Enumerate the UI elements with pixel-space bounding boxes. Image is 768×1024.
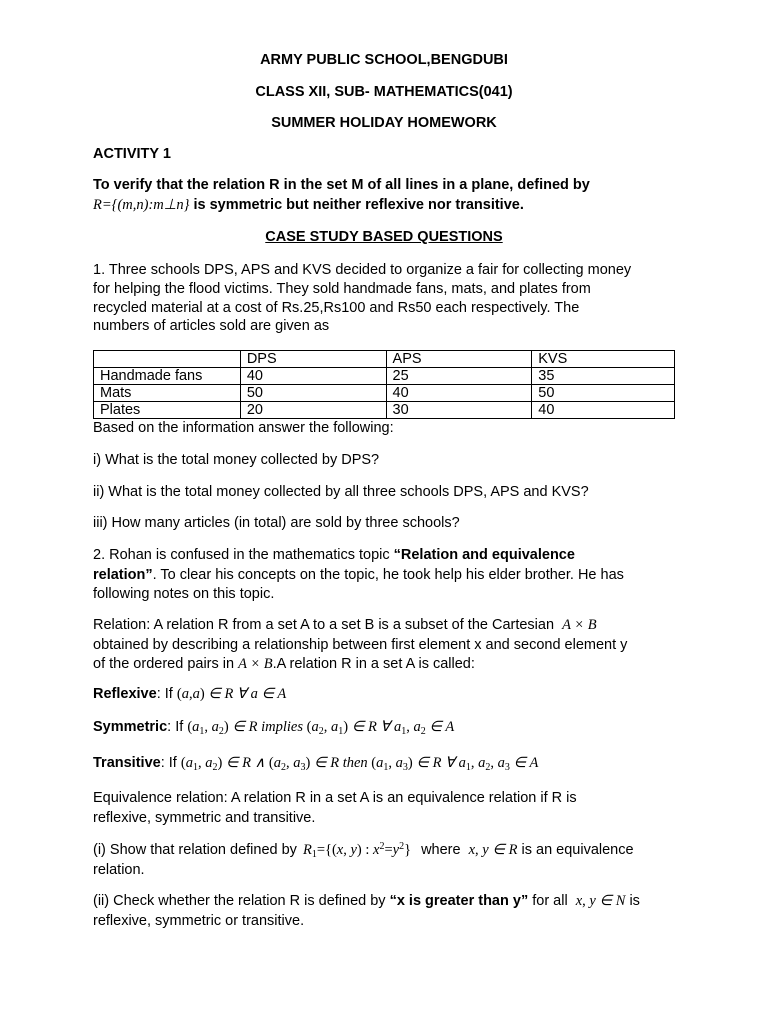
q2-question-text: where	[421, 842, 461, 858]
equivalence-text: reflexive, symmetric and transitive.	[93, 809, 316, 826]
table-header-cell: DPS	[240, 351, 386, 368]
articles-sold-table	[93, 350, 675, 419]
colon-if: : If	[167, 719, 184, 735]
relation-text: obtained by describing a relationship between first element x and second element y	[93, 636, 628, 653]
q1-question-ii: ii) What is the total money collected by all three schools DPS, APS and KVS?	[93, 484, 589, 500]
table-cell: 50	[532, 385, 675, 402]
relation-formula: R={(m,n):m⊥n}	[93, 197, 190, 213]
table-cell: 30	[386, 402, 532, 419]
r1-formula: $R_1=\{(x$, y) : $x^2=y^2$}	[302, 841, 412, 860]
class-subject: CLASS XII, SUB- MATHEMATICS(041)	[255, 84, 513, 100]
table-header-cell: APS	[386, 351, 532, 368]
q2-intro-text: following notes on this topic.	[93, 586, 275, 602]
based-on-text: Based on the information answer the following:	[93, 420, 394, 436]
table-header-cell: KVS	[532, 351, 675, 368]
activity-statement-tail: is symmetric but neither reflexive nor transitive.	[193, 197, 524, 213]
q2-question-ii-line2: reflexive, symmetric or transitive.	[93, 913, 305, 929]
table-cell: 25	[386, 368, 532, 385]
symmetric-definition	[93, 719, 454, 737]
relation-text: Relation: A relation R from a set A to a set B is a subset of the Cartesian	[93, 617, 555, 633]
table-cell: Mats	[94, 385, 241, 402]
transitive-definition	[93, 755, 538, 773]
transitive-formula: ($a_1$, $a_2$) ∈ R ∧ ($a_2$, $a_3$) ∈ R then ($a_1$, $a_3$) ∈ R ∀ $a_1$, $a_2$, $a_3$ ∈ A	[180, 755, 539, 773]
q1-line: for helping the flood victims. They sold handmade fans, mats, and plates from	[93, 280, 591, 297]
xy-in-r-math: x, y ∈ R	[468, 842, 518, 858]
q2-topic-bold: “Relation and equivalence	[393, 547, 575, 563]
case-study-heading: CASE STUDY BASED QUESTIONS	[265, 229, 503, 245]
table-row	[94, 385, 675, 402]
table-cell: 40	[240, 368, 386, 385]
homework-title: SUMMER HOLIDAY HOMEWORK	[271, 115, 497, 131]
activity-statement-line2	[93, 197, 524, 214]
table-row	[94, 402, 675, 419]
table-cell: Handmade fans	[94, 368, 241, 385]
table-cell: Plates	[94, 402, 241, 419]
q2-question-text: for all	[528, 893, 568, 909]
q1-question-iii: iii) How many articles (in total) are sold by three schools?	[93, 515, 460, 531]
activity-statement-line1: To verify that the relation R in the set M of all lines in a plane, defined by	[93, 177, 590, 193]
table-cell: 20	[240, 402, 386, 419]
reflexive-formula: (a,a) ∈ R ∀ a ∈ A	[176, 686, 287, 702]
q2-question-i-line1	[93, 841, 634, 860]
q1-line: recycled material at a cost of Rs.25,Rs100 and Rs50 each respectively. The	[93, 299, 580, 316]
relation-text: .A relation R in a set A is called:	[272, 656, 475, 672]
q2-question-text: is an equivalence	[521, 842, 634, 858]
symmetric-formula: ($a_1$, $a_2$) ∈ R implies ($a_2$, $a_1$) ∈ R ∀ $a_1$, $a_2$ ∈ A	[187, 719, 455, 737]
table-row	[94, 368, 675, 385]
q2-topic-bold: relation”	[93, 566, 153, 583]
relation-text: of the ordered pairs in	[93, 656, 235, 672]
colon-if: : If	[156, 686, 173, 702]
q1-question-i: i) What is the total money collected by DPS?	[93, 452, 380, 468]
q2-question-text: (i) Show that relation defined by	[93, 842, 297, 858]
colon-if: : If	[160, 755, 177, 771]
reflexive-definition	[93, 686, 286, 703]
school-name: ARMY PUBLIC SCHOOL,BENGDUBI	[260, 52, 508, 68]
relation-definition	[93, 616, 683, 675]
cartesian-product-math: A × B	[562, 617, 597, 633]
q2-question-text: is	[629, 893, 640, 909]
q1-line: numbers of articles sold are given as	[93, 318, 330, 335]
q2-question-ii-line1	[93, 893, 640, 910]
q1-paragraph	[93, 261, 683, 336]
table-header-row	[94, 351, 675, 368]
equivalence-text: Equivalence relation: A relation R in a set A is an equivalence relation if R is	[93, 790, 577, 806]
equivalence-definition	[93, 789, 683, 828]
q2-question-i-line2: relation.	[93, 862, 145, 878]
table-cell: 40	[532, 402, 675, 419]
q2-intro-text: 2. Rohan is confused in the mathematics topic	[93, 547, 394, 563]
table-cell: 50	[240, 385, 386, 402]
transitive-label: Transitive	[93, 755, 161, 771]
q2-intro-text: . To clear his concepts on the topic, he took help his elder brother. He has	[152, 566, 624, 583]
q2-condition-bold: “x is greater than y”	[389, 893, 529, 909]
symmetric-label: Symmetric	[93, 719, 168, 735]
activity-title: ACTIVITY 1	[93, 146, 171, 162]
reflexive-label: Reflexive	[93, 686, 157, 702]
q1-line: 1. Three schools DPS, APS and KVS decided to organize a fair for collecting money	[93, 262, 632, 278]
table-header-cell	[94, 351, 241, 368]
q2-intro	[93, 546, 683, 605]
table-cell: 40	[386, 385, 532, 402]
q2-question-text: (ii) Check whether the relation R is defined by	[93, 893, 390, 909]
table-cell: 35	[532, 368, 675, 385]
cartesian-product-math: A × B	[238, 656, 273, 672]
xy-in-n-math: x, y ∈ N	[575, 893, 626, 909]
